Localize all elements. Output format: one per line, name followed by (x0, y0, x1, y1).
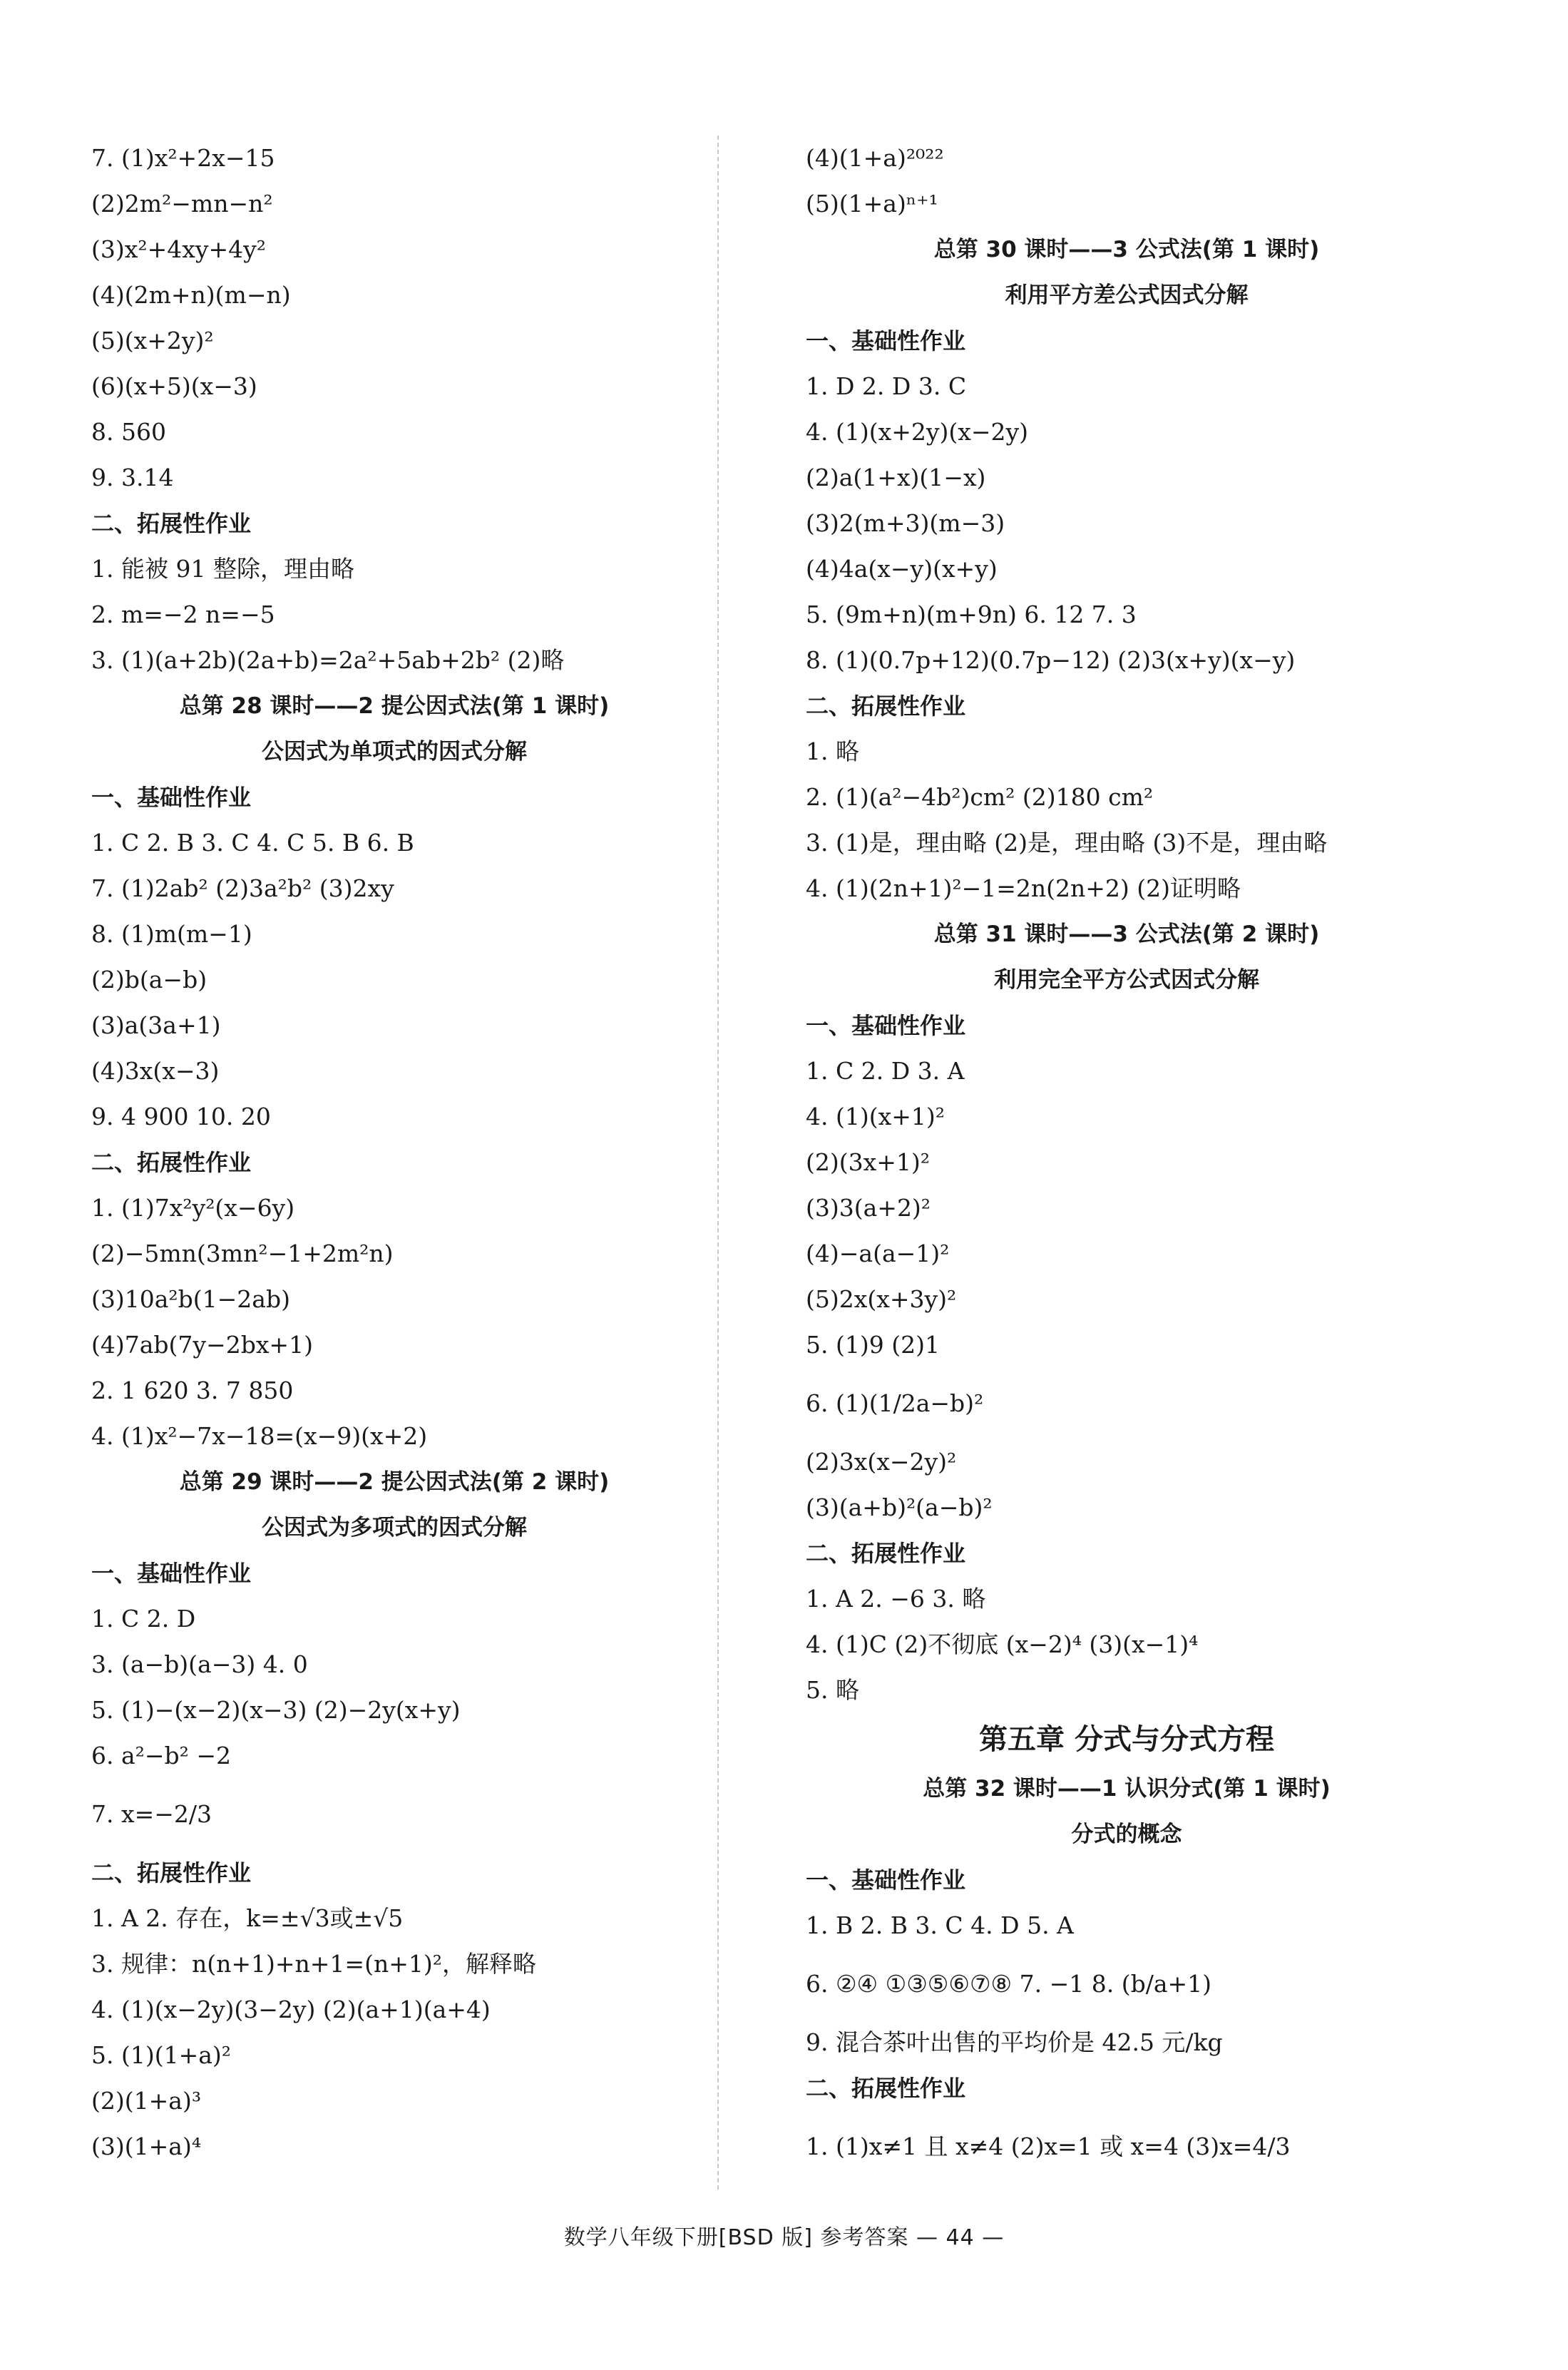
section-heading: 一、基础性作业 (806, 1012, 966, 1039)
section-heading: 一、基础性作业 (91, 784, 252, 811)
answer-line: 8. (1)(0.7p+12)(0.7p−12) (2)3(x+y)(x−y) (806, 646, 1296, 674)
answer-line: 7. (1)2ab² (2)3a²b² (3)2xy (91, 874, 394, 902)
answer-line: 5. (1)(1+a)² (91, 2041, 232, 2069)
chapter-title: 第五章 分式与分式方程 (979, 1723, 1274, 1756)
section-heading: 二、拓展性作业 (91, 1149, 252, 1176)
answer-line: (2)2m²−mn−n² (91, 190, 273, 218)
section-heading: 二、拓展性作业 (91, 510, 252, 537)
answer-line: 3. (a−b)(a−3) 4. 0 (91, 1650, 308, 1678)
answer-line: (2)a(1+x)(1−x) (806, 464, 986, 491)
answer-line: 4. (1)(x−2y)(3−2y) (2)(a+1)(a+4) (91, 1996, 491, 2023)
section-heading: 二、拓展性作业 (806, 2075, 966, 2102)
answer-line: (3)x²+4xy+4y² (91, 235, 267, 263)
answer-line: (3)(1+a)⁴ (91, 2133, 202, 2160)
lesson-title: 分式的概念 (1071, 1822, 1182, 1847)
answer-line: (3)3(a+2)² (806, 1194, 931, 1222)
section-heading: 一、基础性作业 (806, 1866, 966, 1894)
answer-line: 4. (1)(x+2y)(x−2y) (806, 418, 1029, 446)
answer-line: (2)b(a−b) (91, 966, 207, 994)
answer-line: (4)(1+a)²⁰²² (806, 144, 944, 172)
answer-line: 1. C 2. D 3. A (806, 1057, 965, 1085)
answer-line: 9. 4 900 10. 20 (91, 1103, 271, 1130)
answer-line: 1. (1)7x²y²(x−6y) (91, 1194, 295, 1222)
lesson-title: 公因式为多项式的因式分解 (262, 1515, 527, 1541)
answer-line: 6. ②④ ①③⑤⑥⑦⑧ 7. −1 8. (b/a+1) (806, 1970, 1212, 1998)
answer-line: (3)(a+b)²(a−b)² (806, 1493, 993, 1521)
answer-line: 5. (1)−(x−2)(x−3) (2)−2y(x+y) (91, 1696, 461, 1724)
answer-line: 2. m=−2 n=−5 (91, 601, 275, 628)
answer-line: 4. (1)C (2)不彻底 (x−2)⁴ (3)(x−1)⁴ (806, 1630, 1199, 1658)
answer-line: 7. x=−2/3 (91, 1800, 212, 1828)
answer-line: (3)a(3a+1) (91, 1011, 221, 1039)
section-heading: 二、拓展性作业 (91, 1859, 252, 1886)
answer-line: (6)(x+5)(x−3) (91, 372, 257, 400)
right-column (806, 136, 1447, 2182)
answer-line: (4)3x(x−3) (91, 1057, 220, 1085)
answer-line: 4. (1)(2n+1)²−1=2n(2n+2) (2)证明略 (806, 874, 1241, 902)
answer-line: 6. (1)(1/2a−b)² (806, 1389, 984, 1417)
answer-line: (4)7ab(7y−2bx+1) (91, 1331, 313, 1359)
lesson-title: 利用完全平方公式因式分解 (994, 967, 1259, 993)
answer-line: 5. 略 (806, 1676, 859, 1704)
lesson-title: 总第 32 课时——1 认识分式(第 1 课时) (923, 1776, 1331, 1802)
answer-line: (4)4a(x−y)(x+y) (806, 555, 998, 583)
answer-line: 1. 略 (806, 737, 859, 765)
column-divider (717, 136, 719, 2190)
section-heading: 二、拓展性作业 (806, 1540, 966, 1567)
answer-line: 9. 3.14 (91, 464, 174, 491)
answer-line: (5)2x(x+3y)² (806, 1285, 957, 1313)
answer-line: 8. (1)m(m−1) (91, 920, 252, 948)
answer-line: (5)(x+2y)² (91, 327, 214, 354)
answer-line: 4. (1)x²−7x−18=(x−9)(x+2) (91, 1422, 428, 1450)
answer-line: 3. 规律：n(n+1)+n+1=(n+1)²，解释略 (91, 1950, 536, 1978)
answer-line: 1. (1)x≠1 且 x≠4 (2)x=1 或 x=4 (3)x=4/3 (806, 2133, 1291, 2160)
answer-line: 1. B 2. B 3. C 4. D 5. A (806, 1911, 1074, 1939)
answer-line: (2)(3x+1)² (806, 1148, 930, 1176)
answer-line: 7. (1)x²+2x−15 (91, 144, 275, 172)
answer-line: (3)2(m+3)(m−3) (806, 509, 1005, 537)
section-heading: 一、基础性作业 (91, 1560, 252, 1587)
answer-line: 3. (1)(a+2b)(2a+b)=2a²+5ab+2b² (2)略 (91, 646, 565, 674)
answer-line: (2)−5mn(3mn²−1+2m²n) (91, 1240, 394, 1267)
lesson-title: 公因式为单项式的因式分解 (262, 739, 527, 765)
answer-line: 2. (1)(a²−4b²)cm² (2)180 cm² (806, 783, 1154, 811)
section-heading: 二、拓展性作业 (806, 693, 966, 720)
section-heading: 一、基础性作业 (806, 327, 966, 354)
lesson-title: 总第 29 课时——2 提公因式法(第 2 课时) (179, 1469, 610, 1495)
answer-line: 1. C 2. D (91, 1605, 196, 1633)
answer-line: 1. A 2. −6 3. 略 (806, 1585, 986, 1613)
answer-line: (4)(2m+n)(m−n) (91, 281, 291, 309)
left-column (91, 136, 697, 2170)
answer-line: 5. (1)9 (2)1 (806, 1331, 940, 1359)
answer-line: 4. (1)(x+1)² (806, 1103, 945, 1130)
lesson-title: 总第 30 课时——3 公式法(第 1 课时) (933, 237, 1320, 262)
answer-line: 1. C 2. B 3. C 4. C 5. B 6. B (91, 829, 414, 857)
answer-line: 1. D 2. D 3. C (806, 372, 967, 400)
answer-line: 1. A 2. 存在，k=±√3或±√5 (91, 1904, 404, 1932)
answer-line: 8. 560 (91, 418, 166, 446)
lesson-title: 利用平方差公式因式分解 (1005, 282, 1249, 308)
answer-line: 5. (9m+n)(m+9n) 6. 12 7. 3 (806, 601, 1137, 628)
answer-line: 6. a²−b² −2 (91, 1742, 232, 1769)
lesson-title: 总第 31 课时——3 公式法(第 2 课时) (933, 921, 1320, 947)
answer-line: 1. 能被 91 整除，理由略 (91, 555, 354, 583)
answer-line: (3)10a²b(1−2ab) (91, 1285, 290, 1313)
answer-line: (5)(1+a)ⁿ⁺¹ (806, 190, 938, 218)
page-footer: 数学八年级下册[BSD 版] 参考答案 — 44 — (563, 2225, 1005, 2250)
answer-line: 9. 混合茶叶出售的平均价是 42.5 元/kg (806, 2028, 1223, 2056)
answer-line: 2. 1 620 3. 7 850 (91, 1376, 294, 1404)
lesson-title: 总第 28 课时——2 提公因式法(第 1 课时) (179, 693, 610, 719)
answer-line: 3. (1)是，理由略 (2)是，理由略 (3)不是，理由略 (806, 829, 1328, 857)
answer-line: (2)(1+a)³ (91, 2087, 202, 2115)
answer-line: (2)3x(x−2y)² (806, 1448, 957, 1476)
answer-line: (4)−a(a−1)² (806, 1240, 950, 1267)
